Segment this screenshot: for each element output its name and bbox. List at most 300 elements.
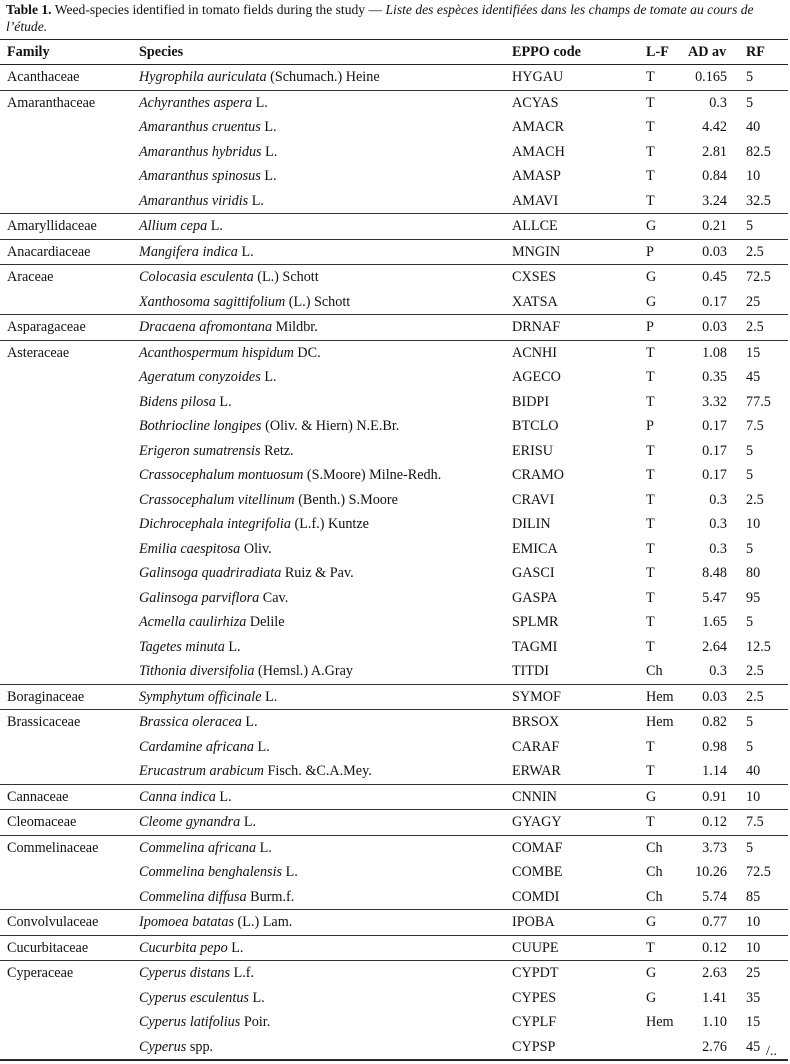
continuation-mark: /..	[766, 1044, 777, 1059]
life-form-cell: T	[646, 467, 655, 483]
family-group	[0, 65, 788, 91]
species-authority: (Oliv. & Hiern) N.E.Br.	[261, 418, 400, 434]
species-authority: L.	[248, 192, 264, 209]
species-cell	[139, 986, 265, 1011]
life-form-cell: G	[646, 218, 657, 234]
ad-av-cell: 10.26	[695, 864, 727, 880]
rf-cell: 40	[746, 763, 761, 779]
rf-cell: 10	[746, 516, 761, 532]
species-name: Cardamine africana	[139, 738, 254, 755]
family-cell: Commelinaceae	[7, 839, 99, 856]
table-row	[0, 463, 788, 488]
table-row	[0, 961, 788, 986]
species-cell	[139, 936, 243, 961]
header-species: Species	[139, 44, 184, 60]
rf-cell: 5	[746, 540, 754, 557]
family-group	[0, 961, 788, 1060]
eppo-code-cell: XATSA	[512, 293, 558, 310]
ad-av-cell: 1.14	[702, 763, 727, 779]
ad-av-cell: 0.12	[702, 939, 727, 956]
rf-cell: 25	[746, 293, 761, 310]
ad-av-cell: 0.3	[709, 663, 727, 679]
header-rf: RF	[746, 44, 765, 60]
species-cell	[139, 341, 321, 366]
ad-av-cell: 0.91	[702, 788, 727, 805]
life-form-cell: Hem	[646, 1014, 674, 1030]
life-form-cell: T	[646, 614, 655, 630]
species-cell	[139, 710, 258, 735]
life-form-cell: T	[646, 442, 655, 459]
species-cell	[139, 610, 285, 635]
ad-av-cell: 0.3	[709, 491, 727, 508]
species-cell	[139, 785, 232, 810]
life-form-cell: T	[646, 369, 655, 385]
eppo-code-cell: AMAVI	[512, 192, 559, 209]
life-form-cell: Ch	[646, 888, 663, 905]
table-row	[0, 512, 788, 537]
eppo-code-cell: GASCI	[512, 565, 555, 581]
header-ad-av: AD av	[688, 44, 727, 60]
eppo-code-cell: BTCLO	[512, 418, 559, 434]
life-form-cell: T	[646, 94, 655, 111]
eppo-code-cell: DRNAF	[512, 319, 561, 335]
species-cell	[139, 910, 292, 935]
family-cell: Cucurbitaceae	[7, 939, 89, 956]
eppo-code-cell: ALLCE	[512, 218, 558, 234]
life-form-cell: G	[646, 989, 657, 1006]
family-cell: Cyperaceae	[7, 965, 74, 981]
rf-cell: 45	[746, 1038, 761, 1055]
table-row	[0, 341, 788, 366]
table-row	[0, 810, 788, 835]
table-body	[0, 65, 788, 1060]
species-authority: (Hemsl.) A.Gray	[254, 663, 353, 679]
eppo-code-cell: ERISU	[512, 442, 553, 459]
table-row	[0, 1035, 788, 1060]
ad-av-cell: 0.77	[702, 914, 727, 930]
weed-species-table	[0, 39, 788, 1061]
species-name: Ageratum conyzoides	[139, 369, 261, 385]
species-name: Commelina diffusa	[139, 888, 247, 905]
rf-cell: 7.5	[746, 814, 764, 830]
rf-cell: 72.5	[746, 269, 771, 285]
species-authority: (L.) Schott	[253, 269, 319, 285]
table-row	[0, 986, 788, 1011]
eppo-code-cell: CUUPE	[512, 939, 559, 956]
ad-av-cell: 1.41	[702, 989, 727, 1006]
species-name: Cleome gynandra	[139, 814, 241, 830]
eppo-code-cell: COMBE	[512, 864, 563, 880]
life-form-cell: T	[646, 119, 655, 135]
life-form-cell: T	[646, 192, 655, 209]
family-cell: Brassicaceae	[7, 714, 81, 730]
table-row	[0, 439, 788, 464]
species-cell	[139, 164, 277, 189]
species-name: Bidens pilosa	[139, 393, 216, 410]
eppo-code-cell: ACNHI	[512, 344, 557, 361]
life-form-cell: T	[646, 393, 655, 410]
species-cell	[139, 65, 380, 90]
eppo-code-cell: CRAVI	[512, 491, 555, 508]
species-name: Amaranthus spinosus	[139, 168, 261, 184]
species-name: Galinsoga parviflora	[139, 589, 260, 606]
ad-av-cell: 0.3	[709, 94, 727, 111]
species-name: Xanthosoma sagittifolium	[139, 293, 286, 310]
ad-av-cell: 1.10	[702, 1014, 727, 1030]
species-authority: L.	[261, 688, 278, 705]
species-cell	[139, 561, 354, 586]
species-cell	[139, 810, 256, 835]
species-cell	[139, 1010, 270, 1035]
ad-av-cell: 2.63	[702, 965, 727, 981]
species-cell	[139, 91, 268, 116]
eppo-code-cell: GASPA	[512, 589, 558, 606]
rf-cell: 5	[746, 94, 754, 111]
ad-av-cell: 8.48	[702, 565, 727, 581]
eppo-code-cell: TAGMI	[512, 638, 558, 655]
species-cell	[139, 488, 398, 513]
ad-av-cell: 3.32	[702, 393, 727, 410]
eppo-code-cell: SYMOF	[512, 688, 561, 705]
ad-av-cell: 5.74	[702, 888, 727, 905]
ad-av-cell: 1.65	[702, 614, 727, 630]
eppo-code-cell: BIDPI	[512, 393, 550, 410]
table-row	[0, 240, 788, 265]
species-authority: L.	[227, 939, 244, 956]
family-group	[0, 341, 788, 685]
eppo-code-cell: CYPDT	[512, 965, 559, 981]
ad-av-cell: 1.08	[702, 344, 727, 361]
rf-cell: 5	[746, 839, 754, 856]
species-authority: L.	[240, 814, 257, 830]
species-name: Hygrophila auriculata	[139, 69, 267, 85]
family-group	[0, 710, 788, 785]
species-authority: L.	[224, 638, 241, 655]
rf-cell: 25	[746, 965, 761, 981]
life-form-cell: T	[646, 814, 655, 830]
species-name: Crassocephalum vitellinum	[139, 491, 295, 508]
table-row	[0, 561, 788, 586]
family-cell: Cleomaceae	[7, 814, 77, 830]
species-authority: Delile	[246, 614, 285, 630]
species-cell	[139, 885, 294, 910]
ad-av-cell: 0.03	[702, 319, 727, 335]
family-group	[0, 214, 788, 240]
species-cell	[139, 115, 277, 140]
species-cell	[139, 214, 223, 239]
rf-cell: 10	[746, 939, 761, 956]
species-cell	[139, 1035, 213, 1060]
species-cell	[139, 659, 353, 684]
table-label: Table 1.	[6, 2, 52, 17]
life-form-cell: T	[646, 143, 655, 160]
species-authority: L.	[215, 788, 232, 805]
species-name: Galinsoga quadriradiata	[139, 565, 282, 581]
species-cell	[139, 759, 372, 784]
species-name: Tagetes minuta	[139, 638, 225, 655]
family-cell: Acanthaceae	[7, 69, 80, 85]
ad-av-cell: 0.21	[702, 218, 727, 234]
header-eppo-code: EPPO code	[512, 44, 581, 60]
ad-av-cell: 0.03	[702, 688, 727, 705]
table-caption	[6, 1, 784, 35]
rf-cell: 5	[746, 442, 754, 459]
rf-cell: 80	[746, 565, 761, 581]
ad-av-cell: 0.45	[702, 269, 727, 285]
rf-cell: 15	[746, 344, 761, 361]
family-group	[0, 836, 788, 911]
species-cell	[139, 414, 399, 439]
table-row	[0, 214, 788, 239]
eppo-code-cell: CYPSP	[512, 1038, 556, 1055]
family-cell: Araceae	[7, 269, 54, 285]
rf-cell: 45	[746, 369, 761, 385]
rf-cell: 10	[746, 168, 761, 184]
family-cell: Boraginaceae	[7, 688, 85, 705]
rf-cell: 95	[746, 589, 761, 606]
table-row	[0, 365, 788, 390]
life-form-cell: Hem	[646, 714, 674, 730]
table-row	[0, 586, 788, 611]
eppo-code-cell: TITDI	[512, 663, 550, 679]
species-name: Ipomoea batatas	[139, 914, 234, 930]
family-group	[0, 910, 788, 936]
species-name: Cyperus distans	[139, 965, 231, 981]
species-authority: L.	[207, 218, 223, 234]
ad-av-cell: 0.17	[702, 442, 727, 459]
ad-av-cell: 0.98	[702, 738, 727, 755]
species-name: Emilia caespitosa	[139, 540, 241, 557]
eppo-code-cell: ERWAR	[512, 763, 561, 779]
eppo-code-cell: CRAMO	[512, 467, 565, 483]
ad-av-cell: 3.24	[702, 192, 727, 209]
life-form-cell: Hem	[646, 688, 674, 705]
ad-av-cell: 3.73	[702, 839, 727, 856]
species-name: Acmella caulirhiza	[139, 614, 247, 630]
life-form-cell: T	[646, 763, 655, 779]
eppo-code-cell: AMASP	[512, 168, 561, 184]
life-form-cell: P	[646, 418, 654, 434]
table-row	[0, 115, 788, 140]
family-cell: Cannaceae	[7, 788, 69, 805]
table-row	[0, 290, 788, 315]
life-form-cell: G	[646, 293, 657, 310]
ad-av-cell: 0.3	[709, 516, 727, 532]
eppo-code-cell: SPLMR	[512, 614, 559, 630]
species-authority: Oliv.	[240, 540, 272, 557]
family-cell: Amaranthaceae	[7, 94, 96, 111]
species-name: Dichrocephala integrifolia	[139, 516, 291, 532]
table-row	[0, 140, 788, 165]
rf-cell: 5	[746, 738, 754, 755]
species-authority: L.	[260, 168, 277, 184]
species-name: Achyranthes aspera	[139, 94, 253, 111]
ad-av-cell: 0.82	[702, 714, 727, 730]
table-row	[0, 265, 788, 290]
ad-av-cell: 0.17	[702, 467, 727, 483]
species-authority: (Schumach.) Heine	[266, 69, 380, 85]
species-authority: (L.f.) Kuntze	[290, 516, 369, 532]
rf-cell: 7.5	[746, 418, 764, 434]
rf-cell: 32.5	[746, 192, 771, 209]
ad-av-cell: 0.165	[695, 69, 727, 85]
species-cell	[139, 635, 241, 660]
species-authority: Burm.f.	[246, 888, 295, 905]
rf-cell: 72.5	[746, 864, 771, 880]
table-row	[0, 1010, 788, 1035]
rf-cell: 2.5	[746, 663, 764, 679]
ad-av-cell: 0.12	[702, 814, 727, 830]
species-name: Colocasia esculenta	[139, 269, 254, 285]
rf-cell: 5	[746, 69, 754, 85]
species-name: Mangifera indica	[139, 243, 238, 260]
life-form-cell: T	[646, 638, 655, 655]
species-authority: L.	[282, 864, 298, 880]
species-cell	[139, 315, 318, 340]
life-form-cell: T	[646, 168, 655, 184]
ad-av-cell: 0.17	[702, 418, 727, 434]
life-form-cell: G	[646, 269, 657, 285]
table-row	[0, 390, 788, 415]
eppo-code-cell: EMICA	[512, 540, 558, 557]
ad-av-cell: 0.3	[709, 540, 727, 557]
ad-av-cell: 0.17	[702, 293, 727, 310]
family-group	[0, 265, 788, 315]
species-authority: L.	[215, 393, 232, 410]
header-life-form: L-F	[646, 44, 669, 60]
eppo-code-cell: CXSES	[512, 269, 557, 285]
species-cell	[139, 290, 350, 315]
species-authority: L.	[256, 839, 272, 856]
species-authority: Mildbr.	[272, 319, 318, 335]
species-cell	[139, 365, 277, 390]
rf-cell: 40	[746, 119, 761, 135]
species-name: Symphytum officinale	[139, 688, 262, 705]
species-authority: Poir.	[240, 1014, 271, 1030]
rf-cell: 77.5	[746, 393, 771, 410]
species-cell	[139, 685, 277, 710]
table-row	[0, 659, 788, 684]
species-name: Tithonia diversifolia	[139, 663, 255, 679]
table-row	[0, 315, 788, 340]
rf-cell: 5	[746, 467, 754, 483]
family-cell: Amaryllidaceae	[7, 218, 97, 234]
ad-av-cell: 2.64	[702, 638, 727, 655]
species-cell	[139, 189, 264, 214]
species-authority: L.	[252, 94, 268, 111]
ad-av-cell: 4.42	[702, 119, 727, 135]
eppo-code-cell: ACYAS	[512, 94, 559, 111]
eppo-code-cell: AMACH	[512, 143, 565, 160]
table-row	[0, 610, 788, 635]
species-authority: L.	[241, 714, 258, 730]
life-form-cell: Ch	[646, 839, 663, 856]
rf-cell: 82.5	[746, 143, 771, 160]
family-cell: Asteraceae	[7, 344, 70, 361]
species-cell	[139, 390, 232, 415]
species-authority: Fisch. &C.A.Mey.	[263, 763, 372, 779]
species-name: Cyperus latifolius	[139, 1014, 241, 1030]
life-form-cell: T	[646, 540, 655, 557]
species-name: Commelina benghalensis	[139, 864, 283, 880]
species-authority: L.	[261, 143, 278, 160]
rf-cell: 2.5	[746, 319, 764, 335]
table-row	[0, 685, 788, 710]
life-form-cell: T	[646, 516, 655, 532]
family-cell: Anacardiaceae	[7, 243, 91, 260]
species-name: Allium cepa	[139, 218, 208, 234]
table-row	[0, 836, 788, 861]
species-name: Amaranthus cruentus	[139, 119, 261, 135]
eppo-code-cell: GYAGY	[512, 814, 562, 830]
life-form-cell: Ch	[646, 663, 663, 679]
ad-av-cell: 2.81	[702, 143, 727, 160]
table-row	[0, 936, 788, 961]
species-name: Dracaena afromontana	[139, 319, 273, 335]
eppo-code-cell: COMAF	[512, 839, 563, 856]
table-row	[0, 635, 788, 660]
species-authority: L.	[253, 738, 270, 755]
ad-av-cell: 5.47	[702, 589, 727, 606]
eppo-code-cell: CNNIN	[512, 788, 557, 805]
species-cell	[139, 860, 298, 885]
eppo-code-cell: HYGAU	[512, 69, 564, 85]
table-row	[0, 885, 788, 910]
life-form-cell: G	[646, 788, 657, 805]
eppo-code-cell: COMDI	[512, 888, 560, 905]
rf-cell: 5	[746, 714, 754, 730]
table-row	[0, 488, 788, 513]
caption-french: Liste des espèces identifiées dans les champs de tomate au cours de l’étude.	[6, 2, 754, 34]
ad-av-cell: 0.84	[702, 168, 727, 184]
life-form-cell: P	[646, 243, 654, 260]
species-cell	[139, 463, 441, 488]
species-cell	[139, 512, 369, 537]
species-cell	[139, 586, 288, 611]
table-row	[0, 537, 788, 562]
species-name: Amaranthus viridis	[139, 192, 249, 209]
rf-cell: 5	[746, 218, 754, 234]
species-authority: Retz.	[260, 442, 294, 459]
table-row	[0, 65, 788, 90]
family-group	[0, 785, 788, 811]
caption-english: Weed-species identified in tomato fields during the study —	[51, 2, 386, 17]
species-name: Erigeron sumatrensis	[139, 442, 261, 459]
life-form-cell: G	[646, 914, 657, 930]
species-authority: L.	[248, 989, 265, 1006]
species-name: Crassocephalum montuosum	[139, 467, 304, 483]
table-row	[0, 164, 788, 189]
life-form-cell: T	[646, 344, 655, 361]
family-group	[0, 936, 788, 962]
rf-cell: 15	[746, 1014, 761, 1030]
rf-cell: 35	[746, 989, 761, 1006]
species-name: Cyperus	[139, 1038, 187, 1055]
eppo-code-cell: AGECO	[512, 369, 561, 385]
rf-cell: 12.5	[746, 638, 771, 655]
table-row	[0, 414, 788, 439]
rf-cell: 5	[746, 614, 754, 630]
eppo-code-cell: AMACR	[512, 119, 565, 135]
life-form-cell: T	[646, 565, 655, 581]
species-name: Canna indica	[139, 788, 216, 805]
species-cell	[139, 537, 272, 562]
eppo-code-cell: CARAF	[512, 738, 560, 755]
species-cell	[139, 439, 294, 464]
eppo-code-cell: CYPES	[512, 989, 557, 1006]
life-form-cell: P	[646, 319, 654, 335]
rf-cell: 10	[746, 914, 761, 930]
